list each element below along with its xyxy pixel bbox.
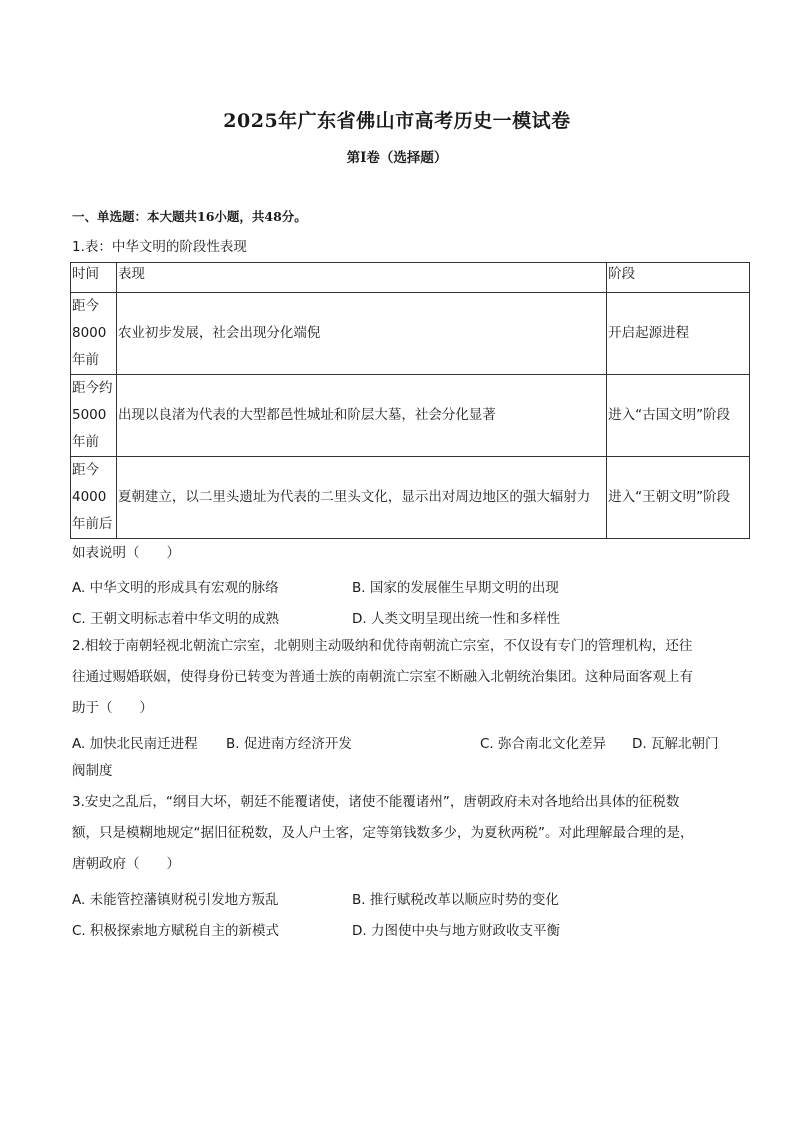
q2-option-d[interactable]: D. 瓦解北朝门 bbox=[632, 736, 719, 752]
table-header-stage: 阶段 bbox=[607, 263, 750, 293]
q2-stem-line-2: 往通过赐婚联姻，使得身份已转变为普通士族的南朝流亡宗室不断融入北朝统治集团。这种局面客观上有 bbox=[72, 669, 693, 685]
q1-option-c[interactable]: C. 王朝文明标志着中华文明的成熟 bbox=[72, 611, 280, 627]
q2-option-b[interactable]: B. 促进南方经济开发 bbox=[226, 736, 352, 752]
table-header-desc: 表现 bbox=[116, 263, 606, 293]
table-row bbox=[71, 375, 750, 457]
table-cell-stage: 进入“王朝文明”阶段 bbox=[607, 457, 750, 539]
table-cell-time: 距今约 5000 年前 bbox=[71, 375, 117, 457]
q2-stem-line-1: 2.相较于南朝轻视北朝流亡宗室，北朝则主动吸纳和优待南朝流亡宗室，不仅设有专门的管理机构，还往 bbox=[72, 638, 693, 654]
q1-table bbox=[70, 262, 750, 539]
exam-title: 2025年广东省佛山市高考历史一模试卷 bbox=[223, 110, 571, 132]
table-row bbox=[71, 293, 750, 375]
q1-option-a[interactable]: A. 中华文明的形成具有宏观的脉络 bbox=[72, 580, 279, 596]
table-cell-desc: 农业初步发展，社会出现分化端倪 bbox=[116, 293, 606, 375]
q2-stem-line-3: 助于（ ） bbox=[72, 700, 153, 716]
table-cell-stage: 进入“古国文明”阶段 bbox=[607, 375, 750, 457]
q3-option-c[interactable]: C. 积极探索地方赋税自主的新模式 bbox=[72, 923, 280, 939]
table-cell-stage: 开启起源进程 bbox=[607, 293, 750, 375]
q3-stem-line-1: 3.安史之乱后，“纲目大坏，朝廷不能覆诸使，诸使不能覆诸州”，唐朝政府未对各地给出具体的征税数 bbox=[72, 794, 680, 810]
exam-subtitle: 第Ⅰ卷（选择题） bbox=[346, 150, 448, 166]
q3-stem-line-2: 额，只是模糊地规定“据旧征税数，及人户土客，定等第钱数多少，为夏秋两税”。对此理解最合理的是， bbox=[72, 825, 694, 841]
table-cell-time: 距今 8000 年前 bbox=[71, 293, 117, 375]
q1-question: 如表说明（ ） bbox=[72, 545, 180, 561]
table-header-time: 时间 bbox=[71, 263, 117, 293]
q3-stem-line-3: 唐朝政府（ ） bbox=[72, 856, 180, 872]
q1-option-d[interactable]: D. 人类文明呈现出统一性和多样性 bbox=[352, 611, 560, 627]
q2-option-d-continued: 阀制度 bbox=[72, 763, 113, 779]
q3-option-b[interactable]: B. 推行赋税改革以顺应时势的变化 bbox=[352, 892, 559, 908]
table-cell-desc: 出现以良渚为代表的大型都邑性城址和阶层大墓，社会分化显著 bbox=[116, 375, 606, 457]
q1-stem: 1.表：中华文明的阶段性表现 bbox=[72, 239, 247, 255]
q3-option-a[interactable]: A. 未能管控藩镇财税引发地方叛乱 bbox=[72, 892, 279, 908]
table-cell-desc: 夏朝建立，以二里头遗址为代表的二里头文化，显示出对周边地区的强大辐射力 bbox=[116, 457, 606, 539]
table-cell-time: 距今 4000 年前后 bbox=[71, 457, 117, 539]
q1-option-b[interactable]: B. 国家的发展催生早期文明的出现 bbox=[352, 580, 559, 596]
table-header-row bbox=[71, 263, 750, 293]
table-row bbox=[71, 457, 750, 539]
section-heading: 一、单选题：本大题共16小题，共48分。 bbox=[72, 209, 307, 224]
q2-option-c[interactable]: C. 弥合南北文化差异 bbox=[480, 736, 607, 752]
q3-option-d[interactable]: D. 力图使中央与地方财政收支平衡 bbox=[352, 923, 560, 939]
q2-option-a[interactable]: A. 加快北民南迁进程 bbox=[72, 736, 198, 752]
